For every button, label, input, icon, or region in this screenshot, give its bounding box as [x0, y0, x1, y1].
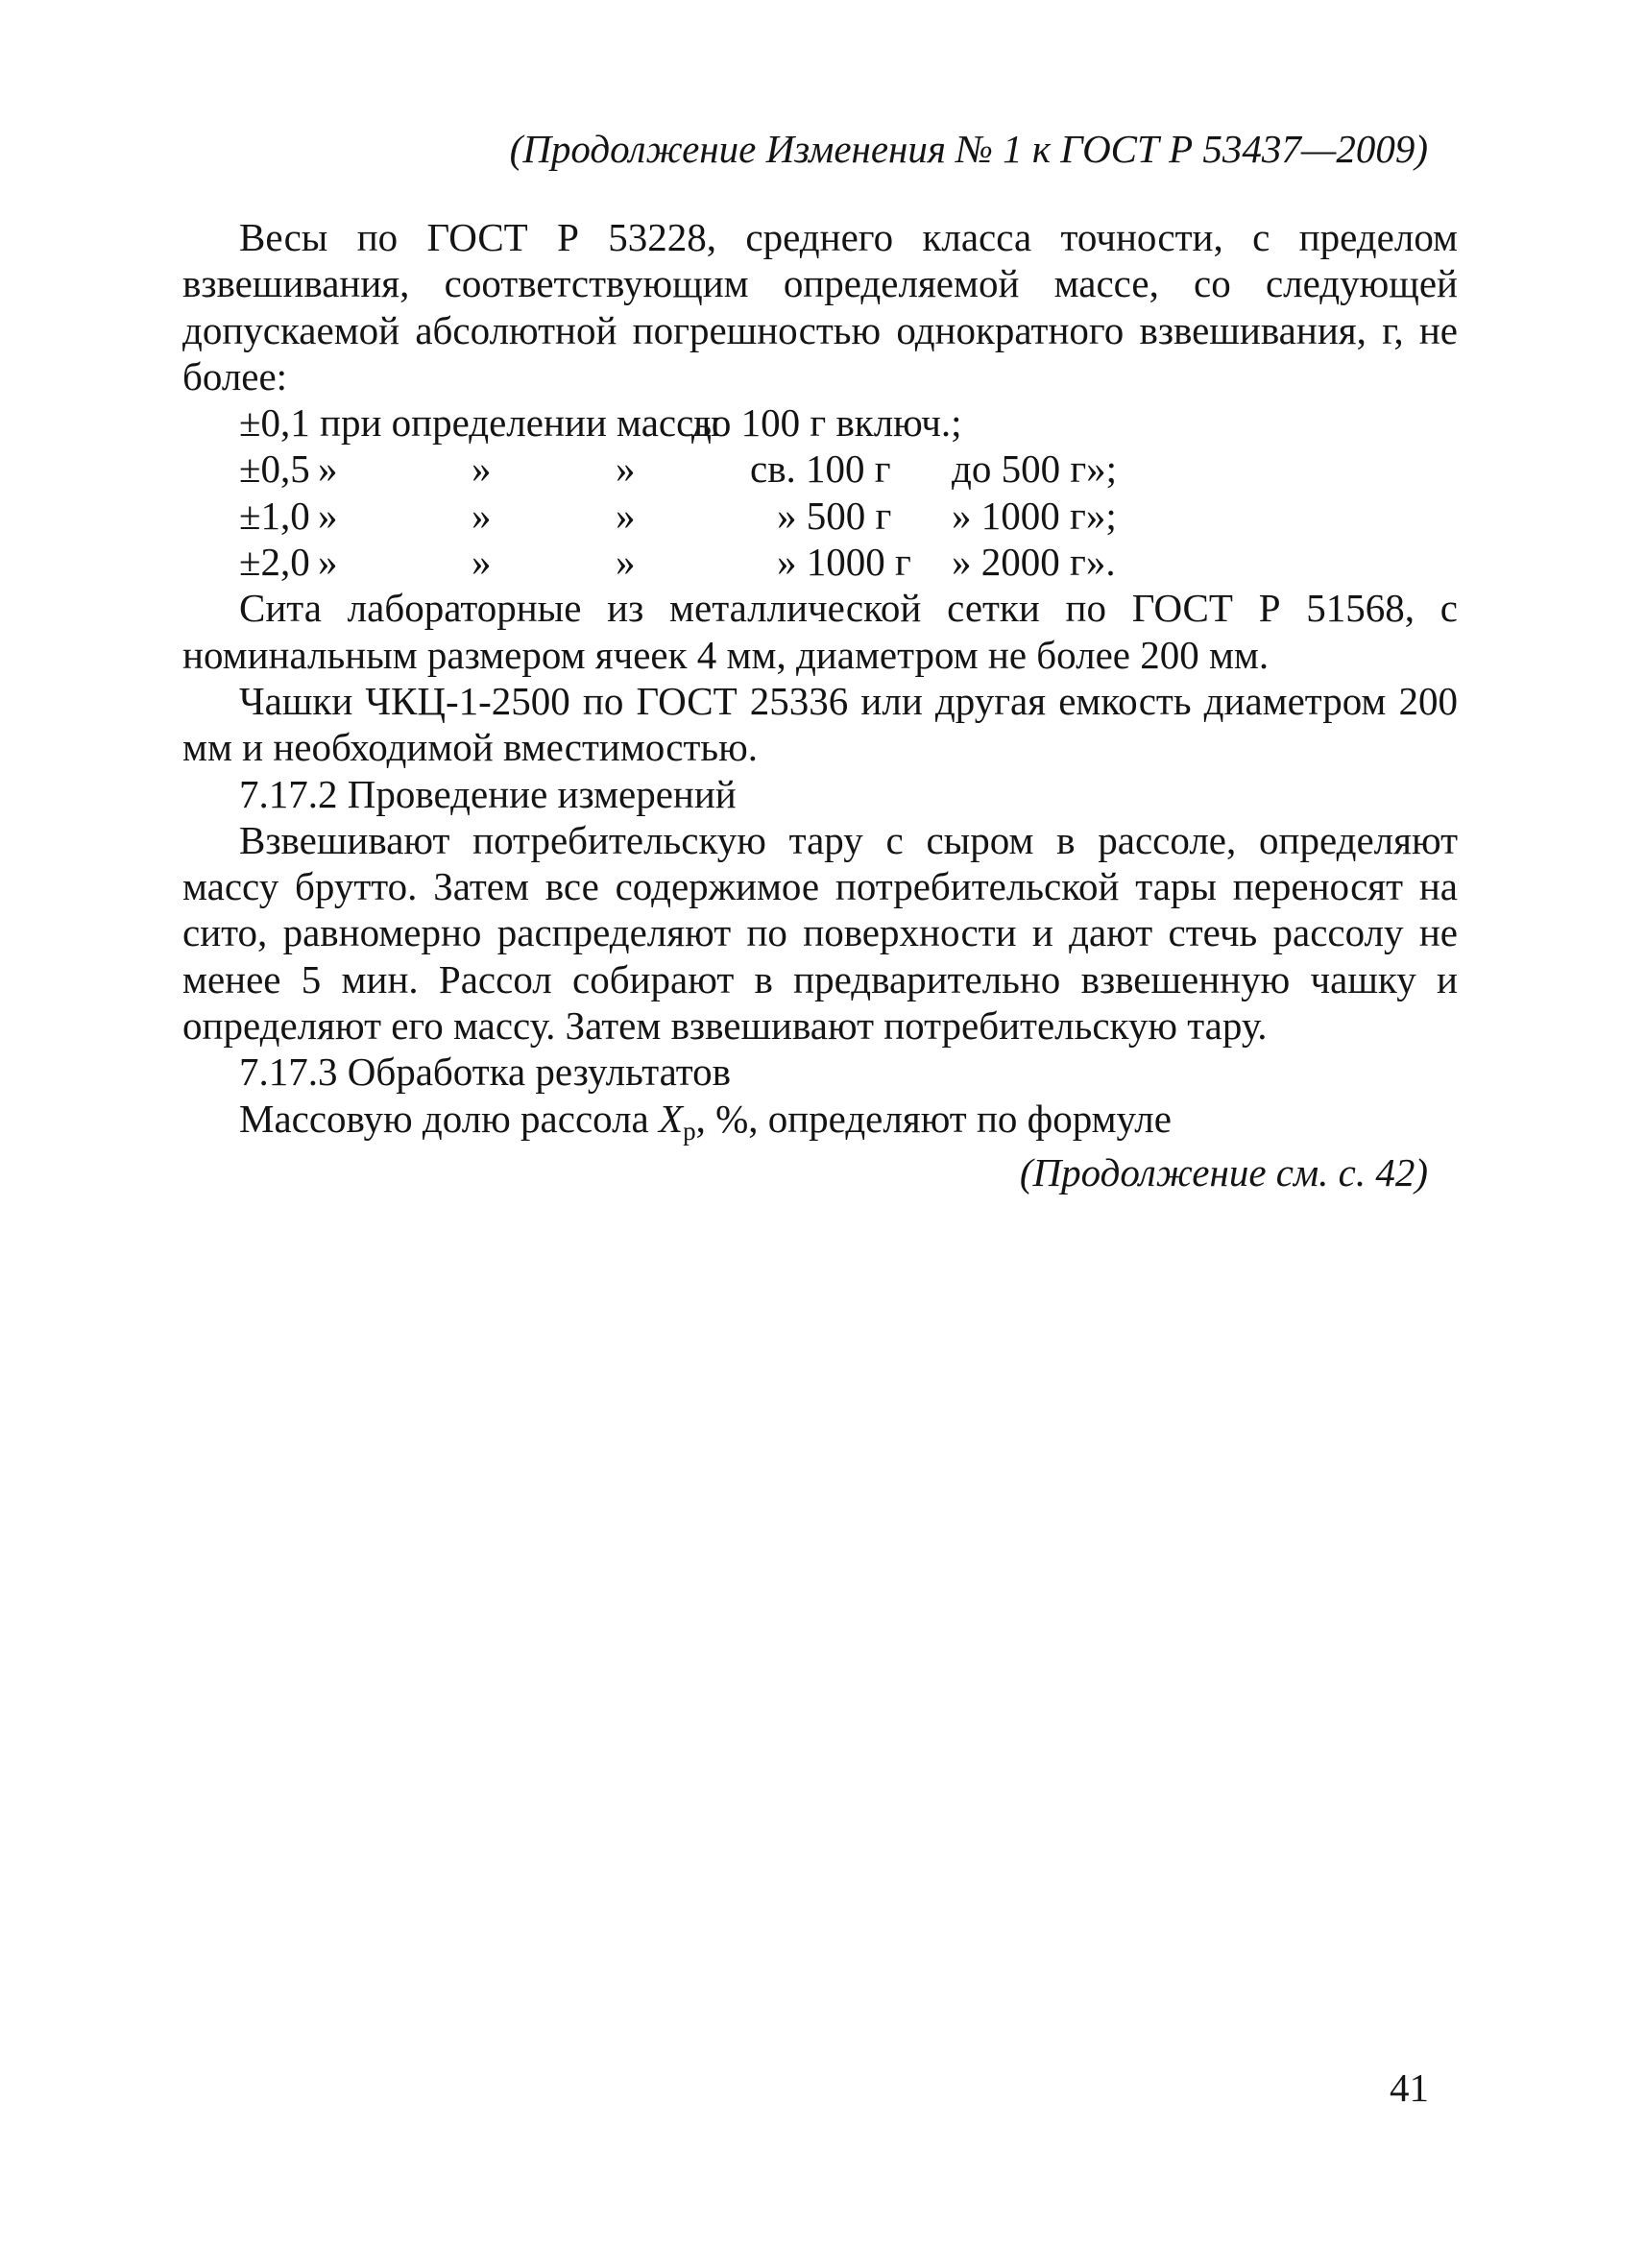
- tolerance-row: [182, 399, 1458, 446]
- tolerance-range: до 100 г: [691, 400, 827, 446]
- ditto-mark: »: [318, 446, 338, 492]
- tolerance-value: ±1,0: [239, 493, 310, 538]
- section-heading-measurements: 7.17.2 Проведение измерений: [239, 771, 737, 816]
- ditto-mark: »: [616, 446, 636, 492]
- paragraph-procedure: Взвешивают потребительскую тару с сыром в рассоле, определяют массу брутто. Затем все содержимое потребительской тары переносят на сито, равномерно распределяют по поверхности и дают стечь рассолу не менее 5 мин. Рассол собирают в предварительно взвешенную чашку и определяют его массу. Затем взвешивают потребительскую тару.: [182, 817, 1458, 1049]
- paragraph-cups: Чашки ЧКЦ-1-2500 по ГОСТ 25336 или другая емкость диаметром 200 мм и необходимой вместимостью.: [182, 678, 1458, 770]
- tolerance-value: ±2,0: [239, 540, 310, 585]
- tolerance-value: ±0,5: [239, 446, 310, 492]
- range-from: » 500 г: [777, 493, 892, 538]
- range-from: св. 100 г: [750, 446, 891, 492]
- paragraph-formula-intro: Массовую долю рассола $X_р$, %, определяют по формуле: [239, 1096, 1172, 1146]
- paragraph-sieves: Сита лабораторные из металлической сетки по ГОСТ Р 51568, с номинальным размером ячеек 4 мм, диаметром не более 200 мм.: [182, 586, 1458, 677]
- ditto-mark: »: [472, 493, 492, 538]
- page-header: (Продолжение Изменения № 1 к ГОСТ Р 53437—2009): [509, 127, 1428, 171]
- section-heading-results: 7.17.3 Обработка результатов: [239, 1050, 732, 1095]
- tolerance-value: ±0,1: [239, 400, 310, 446]
- range-to: до 500 г»;: [952, 446, 1118, 492]
- ditto-mark: »: [318, 540, 338, 585]
- range-to: » 1000 г»;: [952, 493, 1117, 538]
- range-from: » 1000 г: [777, 540, 911, 585]
- tolerance-row: [182, 446, 1458, 492]
- body-text: [182, 214, 1458, 1154]
- ditto-mark: »: [318, 493, 338, 538]
- tolerance-row: [182, 539, 1458, 585]
- tolerance-row: [182, 493, 1458, 539]
- page-number: 41: [1390, 2065, 1429, 2110]
- range-to: » 2000 г».: [952, 540, 1116, 585]
- ditto-mark: »: [616, 540, 636, 585]
- ditto-mark: »: [472, 446, 492, 492]
- ditto-mark: »: [616, 493, 636, 538]
- tolerance-text: при определении массы: [320, 400, 720, 446]
- formula-symbol: $X_р$: [659, 1096, 696, 1146]
- ditto-mark: »: [472, 540, 492, 585]
- continued-note: (Продолжение см. с. 42): [1019, 1150, 1428, 1194]
- tolerance-suffix: включ.;: [835, 400, 962, 446]
- paragraph-scales: Весы по ГОСТ Р 53228, среднего класса точности, с пределом взвешивания, соответствующим определяемой массе, со следующей допускаемой абсолютной погрешностью однократного взвешивания, г, не более:: [182, 215, 1458, 398]
